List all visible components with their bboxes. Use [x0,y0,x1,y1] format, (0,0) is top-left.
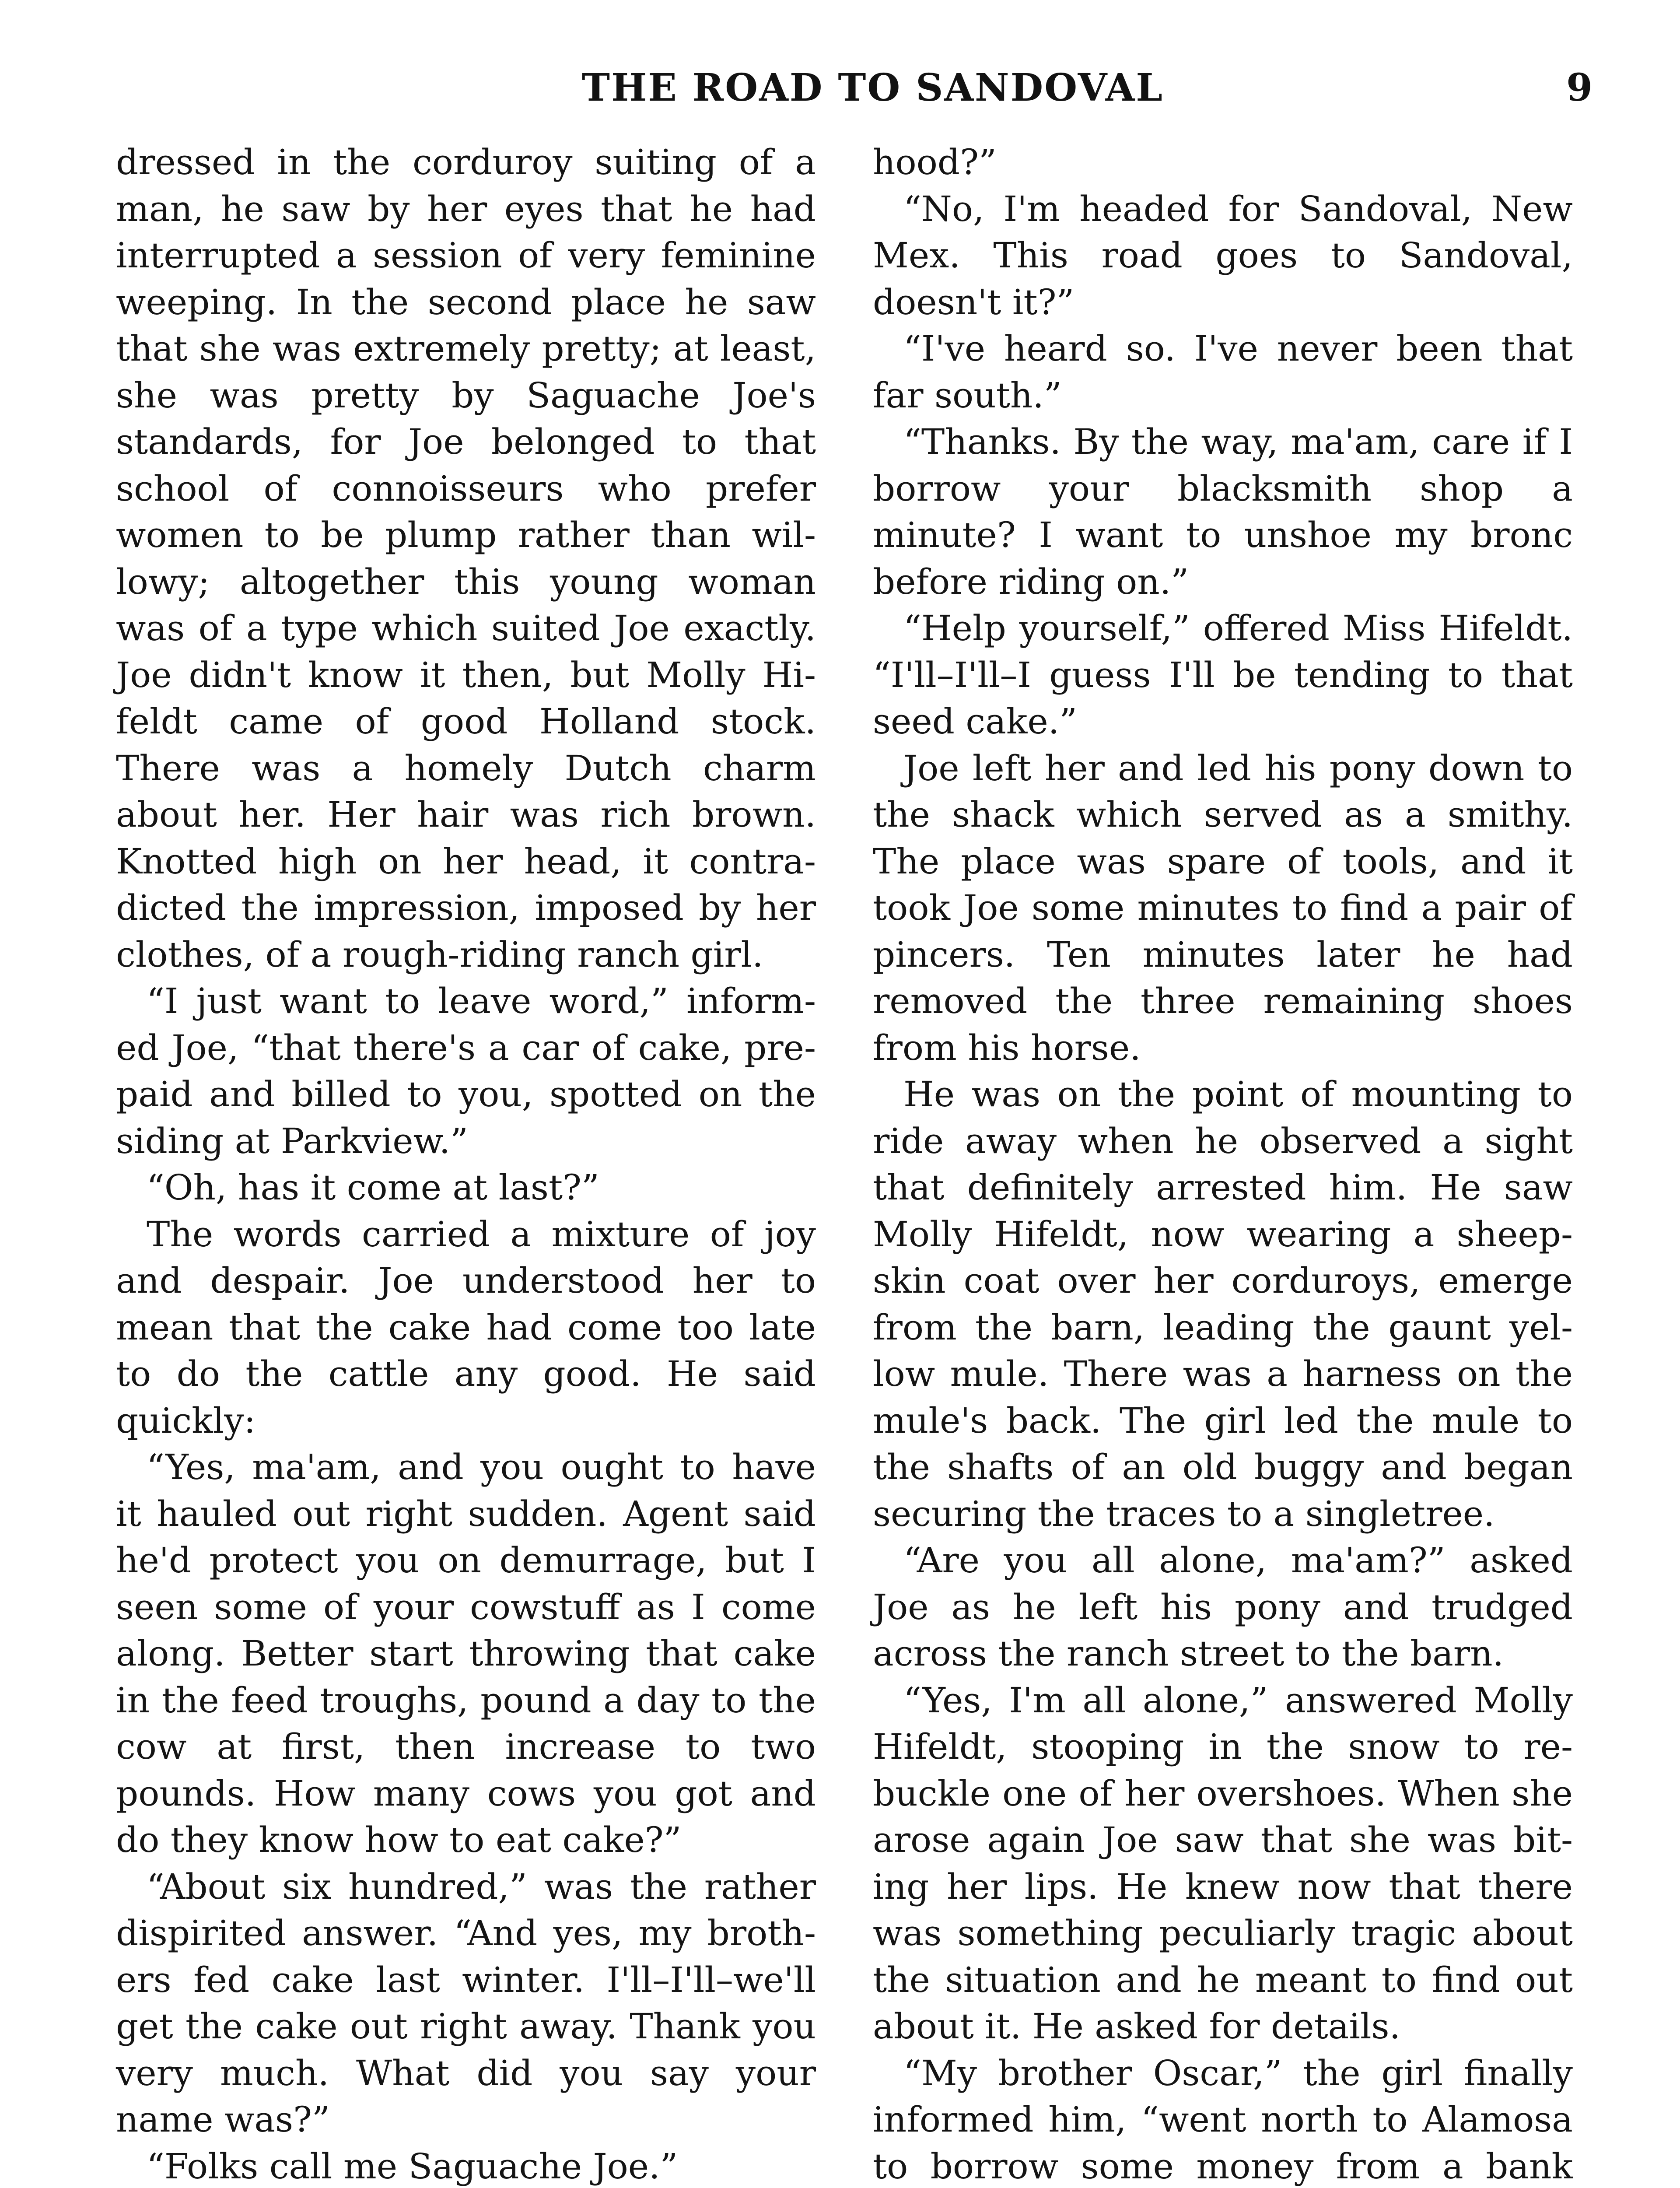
paragraph: “I've heard so. I've never been that far south.” [873,328,1573,416]
page-header [0,66,1680,123]
paragraph: “Yes, I'm all alone,” answered Molly Hifeldt, stooping in the snow to re-buckle one of her overshoes. When she arose again Joe saw that she was bit-ing her lips. He knew now that there was something peculiarly tragic about the situation and he meant to find out about it. He asked for details. [873,1680,1573,2047]
paragraph: “Folks call me Saguache Joe.” [147,2146,678,2187]
paragraph: “No, I'm headed for Sandoval, New Mex. This road goes to Sandoval, doesn't it?” [873,188,1573,323]
paragraph: “My brother Oscar,” the girl finally informed him, “went north to Alamosa to borrow some money from a bank [873,2052,1573,2187]
paragraph: He was on the point of mounting to ride away when he observed a sight that definitely arrested him. He saw Molly Hifeldt, now wearing a sheep-skin coat over her corduroys, emerge from the barn, leading the gaunt yel-low mule. There was a harness on the mule's back. The girl led the mule to the shafts of an old buggy and began securing the traces to a singletree. [873,1074,1573,1534]
paragraph: dressed in the corduroy suiting of a man, he saw by her eyes that he had interrupted a session of very feminine weeping. In the second place he saw that she was extremely pretty; at least, she was pretty by Saguache Joe's standards, for Joe belonged to that school of connoisseurs who prefer women to be plump rather than wil-lowy; altogether this young woman was of a type which suited Joe exactly. Joe didn't know it then, but Molly Hi-feldt came of good Holland stock. There was a homely Dutch charm about her. Her hair was rich brown. Knotted high on her head, it contra-dicted the impression, imposed by her clothes, of a rough-riding ranch girl. [116,142,816,975]
paragraph: “Are you all alone, ma'am?” asked Joe as he left his pony and trudged across the ranch street to the barn. [873,1540,1573,1674]
paragraph: “Oh, has it come at last?” [147,1167,599,1208]
paragraph: “Thanks. By the way, ma'am, care if I borrow your blacksmith shop a minute? I want to unshoe my bronc before riding on.” [873,421,1573,602]
page-number: 9 [1566,66,1592,110]
right-column [873,139,1573,2188]
paragraph: The words carried a mixture of joy and despair. Joe understood her to mean that the cake had come too late to do the cattle any good. He said quickly: [116,1213,816,1441]
paragraph: hood?” [873,142,997,182]
running-title: THE ROAD TO SANDOVAL [582,66,1164,110]
left-column [116,139,816,2188]
paragraph: “Yes, ma'am, and you ought to have it hauled out right sudden. Agent said he'd protect you on demurrage, but I seen some of your cowstuff as I come along. Better start throwing that cake in the feed troughs, pound a day to the cow at first, then increase to two pounds. How many cows you got and do they know how to eat cake?” [116,1447,816,1860]
paragraph: “Help yourself,” offered Miss Hifeldt. “I'll–I'll–I guess I'll be tending to that seed cake.” [873,608,1573,742]
paragraph: “About six hundred,” was the rather dispirited answer. “And yes, my broth-ers fed cake last winter. I'll–I'll–we'll get the cake out right away. Thank you very much. What did you say your name was?” [116,1866,816,2140]
paragraph: Joe left her and led his pony down to the shack which served as a smithy. The place was spare of tools, and it took Joe some minutes to find a pair of pincers. Ten minutes later he had removed the three remaining shoes from his horse. [873,747,1573,1068]
paragraph: “I just want to leave word,” inform-ed Joe, “that there's a car of cake, pre-paid and billed to you, spotted on the siding at Parkview.” [116,981,816,1161]
